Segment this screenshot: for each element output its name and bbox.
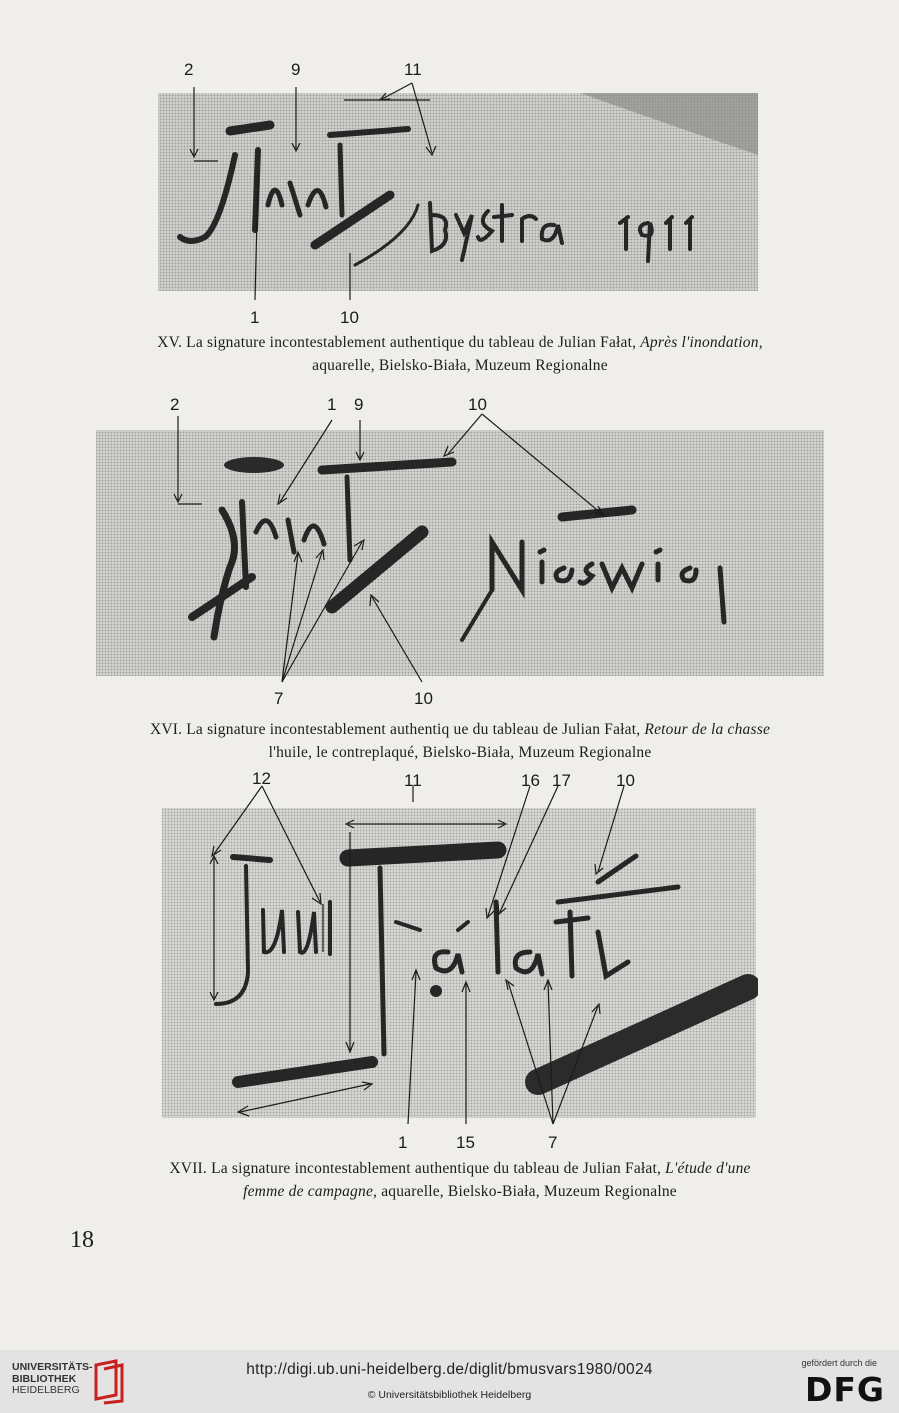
label-1: 1 [327,395,337,414]
figure-xvi [92,392,832,717]
label-10: 10 [340,308,359,327]
label-16: 16 [521,772,540,790]
figure-xvii [158,772,758,1157]
figure-xv-caption-line2: aquarelle, Bielsko-Biała, Muzeum Regionalne [312,357,608,374]
figure-xv-signature-photo [150,55,770,330]
figure-xvi-caption-text: La signature incontestablement authentiq ue du tableau de Julian Fałat, [186,721,641,738]
figure-xvii-caption-text: La signature incontestablement authentique du tableau de Julian Fałat, [211,1160,662,1177]
label-10-top: 10 [468,395,487,414]
label-2: 2 [170,395,180,414]
label-17: 17 [552,772,571,790]
label-2: 2 [184,60,194,79]
library-name-line3: HEIDELBERG [12,1384,80,1396]
label-12: 12 [252,772,271,788]
library-name-line2: BIBLIOTHEK [12,1372,77,1385]
label-7: 7 [274,689,284,708]
figure-xv-number: XV. [157,334,183,351]
signature-dot [430,985,442,997]
figure-xvi-signature-photo [92,392,832,717]
funding-note: gefördert durch die [801,1358,877,1368]
label-10-bottom: 10 [414,689,433,708]
label-1: 1 [250,308,260,327]
figure-xvii-title: L'étude d'une [665,1160,751,1177]
dfg-logo[interactable]: DFG [804,1370,885,1409]
label-1: 1 [398,1133,408,1152]
figure-xvi-caption [60,718,860,764]
library-name-line1: UNIVERSITÄTS- [12,1361,93,1373]
label-11: 11 [404,60,422,79]
figure-xv-caption-text: La signature incontestablement authentique du tableau de Julian Fałat, [186,334,637,351]
label-10: 10 [616,772,635,790]
figure-xvii-signature-photo [158,772,758,1157]
figure-xvii-caption [60,1157,860,1203]
label-15: 15 [456,1133,475,1152]
copyright-notice: © Universitätsbibliothek Heidelberg [367,1389,532,1401]
figure-xvi-number: XVI. [149,721,183,738]
document-url-link[interactable]: http://digi.ub.uni-heidelberg.de/diglit/bmusvars1980/0024 [246,1361,653,1378]
figure-xvi-title: Retour de la chasse [644,721,771,738]
label-9: 9 [354,395,364,414]
figure-xvii-number: XVII. [169,1160,207,1177]
figure-xv [150,55,770,330]
figure-xv-title: Après l'inondation, [640,334,763,351]
figure-xvi-caption-line2: l'huile, le contreplaqué, Bielsko-Biała, Muzeum Regionalne [268,744,652,761]
viewer-footer [0,1350,899,1413]
page-number: 18 [70,1227,94,1253]
figure-xv-caption [60,331,860,377]
label-9: 9 [291,60,301,79]
label-11: 11 [404,772,422,790]
label-7: 7 [548,1133,558,1152]
figure-xvii-title-cont: femme de campagne, [243,1183,378,1200]
figure-xvii-caption-line2: aquarelle, Bielsko-Biała, Muzeum Regionalne [381,1183,677,1200]
